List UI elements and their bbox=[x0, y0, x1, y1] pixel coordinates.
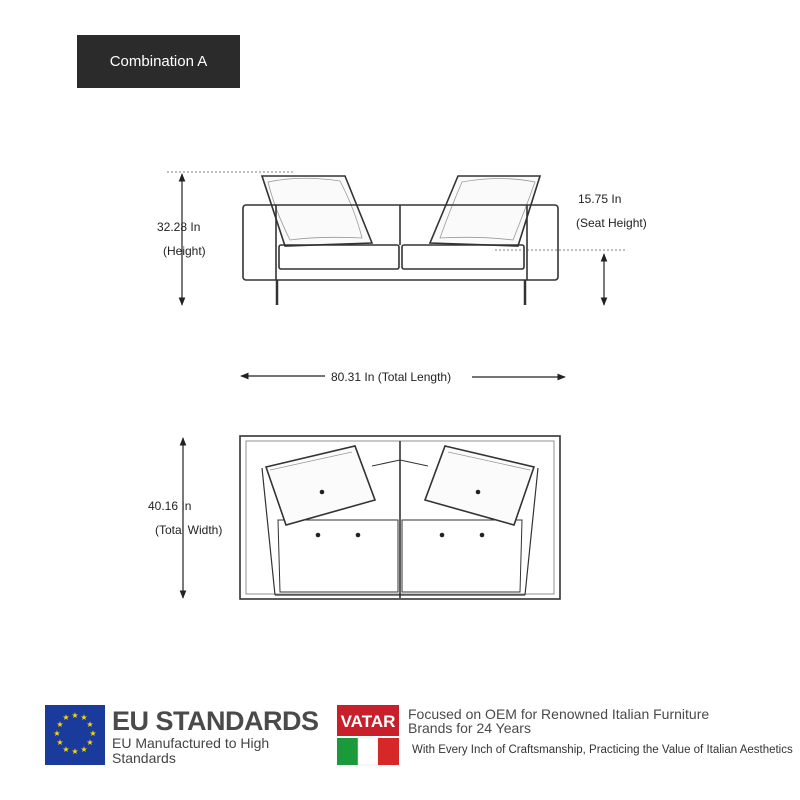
svg-text:★: ★ bbox=[89, 729, 97, 738]
width-label: (Total Width) bbox=[155, 523, 223, 537]
width-value: 40.16 In bbox=[148, 499, 192, 513]
svg-text:VATAR: VATAR bbox=[340, 712, 396, 731]
total-length-label: 80.31 In (Total Length) bbox=[331, 370, 452, 384]
seat-height-value: 15.75 In bbox=[578, 192, 622, 206]
svg-text:★: ★ bbox=[56, 738, 64, 747]
eu-standards-subtitle: EU Manufactured to High Standards bbox=[112, 735, 270, 766]
svg-text:★: ★ bbox=[86, 720, 94, 729]
svg-text:★: ★ bbox=[80, 713, 88, 722]
sofa-front-view bbox=[243, 176, 558, 305]
combination-tab[interactable]: Combination A bbox=[77, 35, 240, 88]
vatar-logo bbox=[337, 705, 399, 736]
eu-flag-icon bbox=[45, 705, 105, 765]
seat-height-label: (Seat Height) bbox=[576, 216, 647, 230]
height-label: (Height) bbox=[163, 244, 206, 258]
svg-text:★: ★ bbox=[53, 729, 61, 738]
sofa-top-view bbox=[240, 436, 560, 599]
svg-text:★: ★ bbox=[71, 711, 79, 720]
svg-text:★: ★ bbox=[86, 738, 94, 747]
svg-text:★: ★ bbox=[62, 745, 70, 754]
svg-text:★: ★ bbox=[71, 747, 79, 756]
italy-flag-icon bbox=[337, 738, 399, 765]
eu-standards-title: EU STANDARDS bbox=[112, 706, 319, 736]
svg-text:★: ★ bbox=[56, 720, 64, 729]
vatar-slogan: With Every Inch of Craftsmanship, Practicing the Value of Italian Aesthetics bbox=[412, 744, 793, 756]
height-value: 32.28 In bbox=[157, 220, 201, 234]
svg-text:★: ★ bbox=[62, 713, 70, 722]
svg-text:★: ★ bbox=[80, 745, 88, 754]
vatar-tagline: Focused on OEM for Renowned Italian Furniture Brands for 24 Years bbox=[408, 706, 710, 736]
